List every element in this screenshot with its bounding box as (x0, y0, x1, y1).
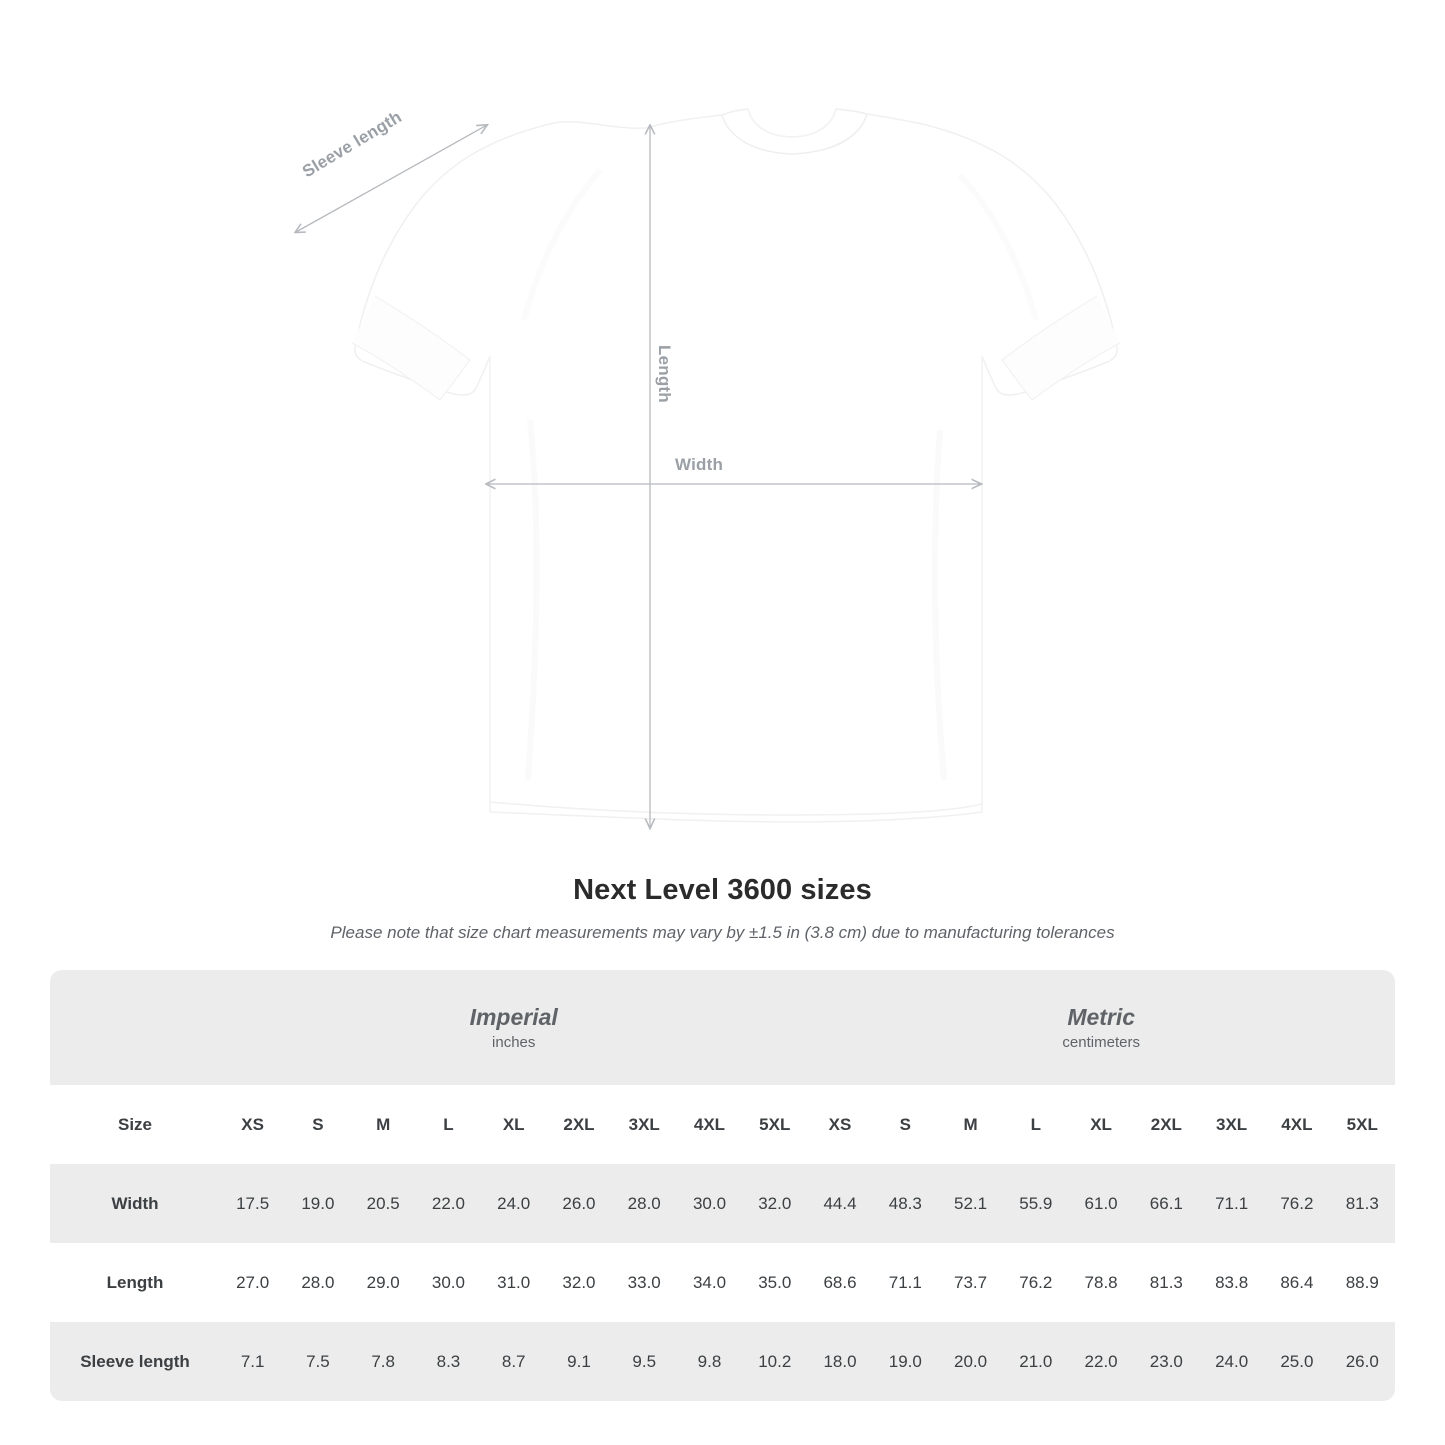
measurement-cell: 86.4 (1280, 1272, 1314, 1292)
measurement-cell: 19.0 (301, 1193, 335, 1213)
table-row (50, 1164, 1395, 1243)
system-header-imperial (220, 970, 807, 1085)
measurement-cell: 24.0 (497, 1193, 531, 1213)
size-cell: 4XL (693, 1114, 726, 1134)
measurement-cell: 9.1 (567, 1351, 591, 1371)
measurement-cell: 73.7 (954, 1272, 988, 1292)
size-cell: 5XL (759, 1114, 791, 1134)
size-cell: 3XL (1216, 1114, 1248, 1134)
measurement-cell: 9.5 (632, 1351, 657, 1371)
measurement-cell: 68.6 (823, 1272, 857, 1292)
measurement-cell: 26.0 (1345, 1351, 1379, 1371)
size-cell: 5XL (1346, 1114, 1378, 1134)
size-cell: 3XL (628, 1114, 660, 1134)
measurement-cell: 71.1 (888, 1272, 922, 1292)
size-cell: XL (502, 1114, 525, 1134)
measurement-cell: 31.0 (497, 1272, 531, 1292)
size-cell: 2XL (563, 1114, 595, 1134)
measurement-cell: 81.3 (1149, 1272, 1183, 1292)
size-cell: S (312, 1114, 324, 1134)
size-cell: L (443, 1114, 454, 1134)
measurement-cell: 48.3 (888, 1193, 922, 1213)
size-cell: L (1030, 1114, 1042, 1134)
measurement-cell: 83.8 (1215, 1272, 1249, 1292)
size-cell: 4XL (1281, 1114, 1313, 1134)
size-cell: XS (241, 1114, 264, 1134)
measurement-cell: 28.0 (627, 1193, 661, 1213)
measurement-cell: 71.1 (1215, 1193, 1249, 1213)
measurement-cell: 8.7 (501, 1351, 526, 1371)
length-label: Length (655, 345, 674, 403)
system-unit: centimeters (1062, 1034, 1140, 1052)
measurement-cell: 27.0 (236, 1272, 270, 1292)
measurement-cell: 24.0 (1215, 1351, 1249, 1371)
measurement-cell: 20.5 (366, 1193, 400, 1213)
measurement-cell: 18.0 (823, 1351, 857, 1371)
measurement-cell: 34.0 (692, 1272, 727, 1292)
table-row (50, 1322, 1395, 1401)
system-unit: inches (492, 1034, 536, 1052)
tshirt-shape (352, 109, 1120, 822)
measurement-cell: 7.1 (240, 1351, 265, 1371)
measurement-cell: 44.4 (823, 1193, 857, 1213)
row-label-width: Width (111, 1193, 159, 1213)
measurement-cell: 9.8 (697, 1351, 722, 1371)
measurement-cell: 25.0 (1280, 1351, 1314, 1371)
measurement-cell: 20.0 (954, 1351, 988, 1371)
measurement-cell: 30.0 (431, 1272, 465, 1292)
measurement-cell: 33.0 (627, 1272, 661, 1292)
row-label-size: Size (117, 1114, 153, 1134)
measurement-cell: 52.1 (954, 1193, 988, 1213)
measurement-cell: 81.3 (1345, 1193, 1379, 1213)
sleeve-length-label: Sleeve length (299, 107, 405, 182)
measurement-cell: 21.0 (1019, 1351, 1053, 1371)
page-title: Next Level 3600 sizes (573, 874, 872, 906)
size-table-wrapper (50, 970, 1395, 1401)
measurement-cell: 26.0 (562, 1193, 596, 1213)
size-cell: 2XL (1150, 1114, 1182, 1134)
table-corner-cell (50, 970, 220, 1085)
system-name: Imperial (469, 1003, 558, 1030)
row-label-sleeve-length: Sleeve length (80, 1351, 190, 1371)
measurement-cell: 8.3 (436, 1351, 461, 1371)
size-cell: XS (828, 1114, 852, 1134)
measurement-cell: 32.0 (562, 1272, 596, 1292)
size-cell: XL (1090, 1114, 1112, 1134)
measurement-cell: 22.0 (431, 1193, 465, 1213)
table-row (50, 1243, 1395, 1322)
size-cell: S (899, 1114, 911, 1134)
measurement-cell: 76.2 (1280, 1193, 1314, 1213)
system-header-metric (807, 970, 1395, 1085)
measurement-cell: 19.0 (888, 1351, 922, 1371)
width-label: Width (675, 455, 724, 474)
size-cell: M (376, 1114, 391, 1134)
system-header-row (50, 970, 1395, 1085)
measurement-cell: 10.2 (758, 1351, 792, 1371)
size-header-row (50, 1085, 1395, 1164)
measurement-cell: 28.0 (301, 1272, 335, 1292)
measurement-cell: 7.5 (306, 1351, 330, 1371)
measurement-cell: 35.0 (758, 1272, 792, 1292)
system-name: Metric (1067, 1003, 1136, 1030)
measurement-cell: 17.5 (236, 1193, 270, 1213)
measurement-cell: 23.0 (1149, 1351, 1183, 1371)
measurement-cell: 61.0 (1084, 1193, 1118, 1213)
measurement-cell: 88.9 (1345, 1272, 1379, 1292)
measurement-cell: 29.0 (366, 1272, 400, 1292)
size-cell: M (963, 1114, 978, 1134)
measurement-cell: 32.0 (758, 1193, 792, 1213)
measurement-cell: 66.1 (1149, 1193, 1183, 1213)
row-label-length: Length (106, 1272, 164, 1292)
measurement-cell: 55.9 (1019, 1193, 1053, 1213)
size-table (50, 970, 1395, 1401)
tolerance-note: Please note that size chart measurements may vary by ±1.5 in (3.8 cm) due to manufacturing tolerances (330, 923, 1115, 942)
measurement-cell: 22.0 (1084, 1351, 1118, 1371)
measurement-cell: 76.2 (1019, 1272, 1053, 1292)
measurement-cell: 78.8 (1084, 1272, 1118, 1292)
measurement-cell: 30.0 (692, 1193, 727, 1213)
measurement-cell: 7.8 (371, 1351, 395, 1371)
